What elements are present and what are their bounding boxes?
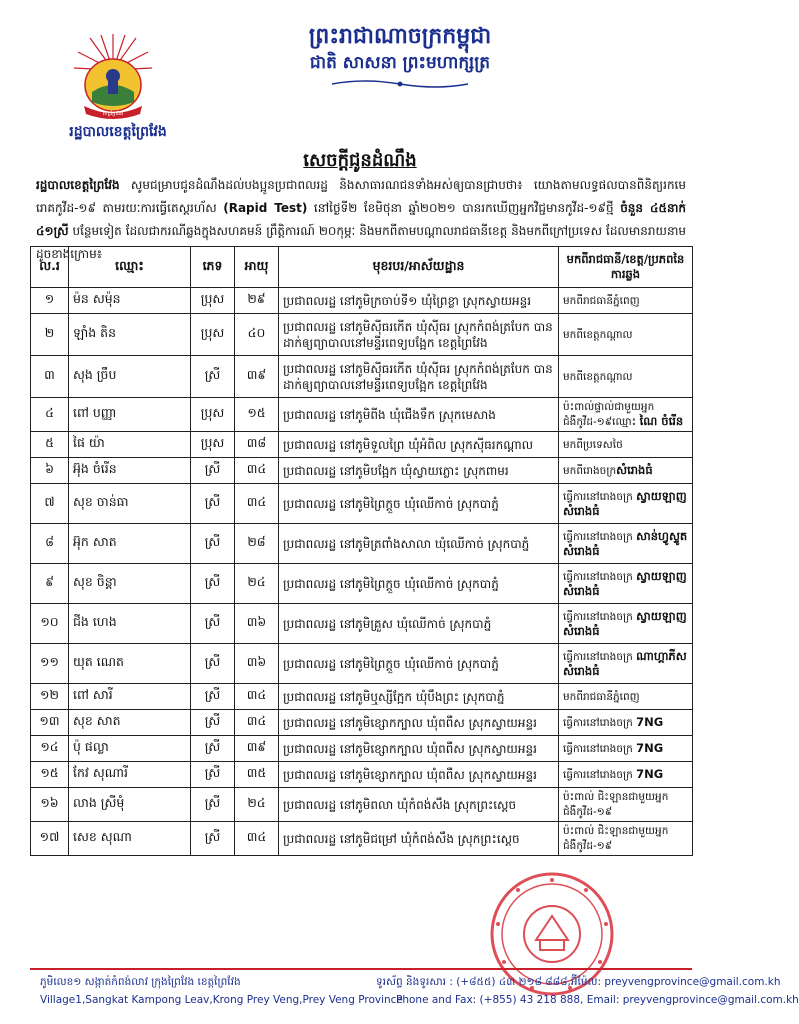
case-source bbox=[559, 458, 693, 484]
case-sex: ប្រុស bbox=[191, 432, 235, 458]
case-name: កែវ សុណារី bbox=[69, 762, 191, 788]
case-age: ៣៨ bbox=[235, 432, 279, 458]
case-source-text: ប៉ះពាល់ផ្ទាល់ជាមួយអ្នកជំងឺកូវីដ-១៩ឈ្មោះ bbox=[563, 401, 655, 428]
case-sex: ស្រី bbox=[191, 458, 235, 484]
case-address: ប្រជាពលរដ្ឋ នៅភូមិព្រៃក្ដួច ឃុំឈើកាច់ ស្រុកបាភ្នំ bbox=[279, 484, 559, 524]
prey-veng-emblem-logo bbox=[70, 30, 156, 120]
case-source-text: មកពីរាជធានីភ្នំពេញ bbox=[563, 691, 640, 703]
case-source-text: មកពីរាជធានីភ្នំពេញ bbox=[563, 295, 640, 307]
case-number: ៩ bbox=[31, 564, 69, 604]
case-name: សុខ ចាន់ធា bbox=[69, 484, 191, 524]
case-age: ៤០ bbox=[235, 314, 279, 356]
table-row bbox=[31, 788, 693, 822]
case-age: ២៤ bbox=[235, 564, 279, 604]
table-row bbox=[31, 564, 693, 604]
case-source-highlight: សំរោងធំ bbox=[616, 463, 653, 477]
intro-text-1: សូមជម្រាបជូនដំណឹងដល់បងប្អូនប្រជាពលរដ្ឋ និងសាធារណជនទាំងអស់ឲ្យបានជ្រាបថា៖ យោងតាមលទ្ធផលបានពិនិត្យរកមេរោគកូវីដ-១៩ តាមរយៈការធ្វើតេស្តរហ័ស bbox=[36, 178, 686, 215]
case-source bbox=[559, 398, 693, 432]
case-number: ៦ bbox=[31, 458, 69, 484]
table-row bbox=[31, 398, 693, 432]
case-name: អ៊ុង ចំរើន bbox=[69, 458, 191, 484]
case-number: ៨ bbox=[31, 524, 69, 564]
footer-contact-en: Phone and Fax: (+855) 43 218 888, Email: preyvengprovince@gmail.com.kh bbox=[396, 994, 799, 1006]
case-name: សុង ច្រឹប bbox=[69, 356, 191, 398]
table-row bbox=[31, 762, 693, 788]
case-age: ៣៩ bbox=[235, 736, 279, 762]
case-source-text: ធ្វើការនៅរោងចក្រ bbox=[563, 650, 637, 663]
case-address: ប្រជាពលរដ្ឋ នៅភូមិព្រៃក្ដួច ឃុំឈើកាច់ ស្រុកបាភ្នំ bbox=[279, 644, 559, 684]
table-row bbox=[31, 432, 693, 458]
case-source bbox=[559, 564, 693, 604]
case-age: ៣៥ bbox=[235, 762, 279, 788]
case-source bbox=[559, 710, 693, 736]
case-address: ប្រជាពលរដ្ឋ នៅភូមិខ្សោកក្បាល ឃុំពពឺស ស្រុកស្វាយអន្ទរ bbox=[279, 762, 559, 788]
case-age: ៣៦ bbox=[235, 644, 279, 684]
case-name: យុត ណេត bbox=[69, 644, 191, 684]
intro-case-count: ចំនួន ៤៥នាក់ ៤១ស្រី bbox=[36, 201, 686, 238]
case-source-text: ធ្វើការនៅរោងចក្រ bbox=[563, 717, 637, 729]
header-name: ឈ្មោះ bbox=[69, 247, 191, 288]
case-source-text: ធ្វើការនៅរោងចក្រ bbox=[563, 743, 637, 755]
case-address: ប្រជាពលរដ្ឋ នៅភូមិក្រចាប់ទី១ ឃុំព្រៃខ្លា ស្រុកស្វាយអន្ទរ bbox=[279, 288, 559, 314]
case-number: ១៥ bbox=[31, 762, 69, 788]
case-source bbox=[559, 684, 693, 710]
footer-contact-km: ទូរស័ព្ទ និងទូរសារ : (+៨៥៥) ៤៣ ២១៨ ៨៨៨,អ៊ីម៉ែល: preyvengprovince@gmail.com.kh bbox=[376, 976, 781, 988]
case-source-text: ធ្វើការនៅរោងចក្រ bbox=[563, 769, 637, 781]
case-address: ប្រជាពលរដ្ឋ នៅភូមិព្រៃក្ដួច ឃុំឈើកាច់ ស្រុកបាភ្នំ bbox=[279, 564, 559, 604]
case-sex: ប្រុស bbox=[191, 288, 235, 314]
case-source bbox=[559, 524, 693, 564]
case-age: ៣៤ bbox=[235, 822, 279, 856]
case-sex: ស្រី bbox=[191, 710, 235, 736]
case-source bbox=[559, 356, 693, 398]
case-name: ជីង ហេង bbox=[69, 604, 191, 644]
case-source bbox=[559, 288, 693, 314]
footer-address-km: ភូមិលេខ១ សង្កាត់កំពង់លាវ ក្រុងព្រៃវែង ខេត្តព្រៃវែង bbox=[40, 976, 241, 988]
case-name: ពៅ បញ្ញា bbox=[69, 398, 191, 432]
case-source bbox=[559, 432, 693, 458]
case-age: ៣៦ bbox=[235, 604, 279, 644]
case-name: ផៃ យ៉ា bbox=[69, 432, 191, 458]
case-sex: ស្រី bbox=[191, 684, 235, 710]
case-source-text: មកពីខេត្តកណ្ដាល bbox=[563, 329, 633, 341]
table-row bbox=[31, 684, 693, 710]
case-number: ៣ bbox=[31, 356, 69, 398]
case-number: ១ bbox=[31, 288, 69, 314]
case-sex: ស្រី bbox=[191, 484, 235, 524]
case-address: ប្រជាពលរដ្ឋ នៅភូមិពលា ឃុំកំពង់សឹង ស្រុកព្រះស្ដេច bbox=[279, 788, 559, 822]
case-source bbox=[559, 788, 693, 822]
case-name: សេខ សុណា bbox=[69, 822, 191, 856]
case-address: ប្រជាពលរដ្ឋ នៅភូមិទួលព្រៃ ឃុំអំពិល ស្រុកស៊ីធរកណ្ដាល bbox=[279, 432, 559, 458]
table-row bbox=[31, 644, 693, 684]
table-row bbox=[31, 484, 693, 524]
intro-text-3: បន្ថែមទៀត ដែលជាករណីឆ្លងក្នុងសហគមន៍ ព្រឹត្តិការណ៍ ២០កុម្ភៈ និងមកពីតាមបណ្ដាលរាជធានីខេត្ត និងមកពីក្រៅប្រទេស ដែលមានរាយនាមដូចខាងក្រោម៖ bbox=[36, 224, 686, 261]
case-number: ១២ bbox=[31, 684, 69, 710]
national-motto: ជាតិ សាសនា ព្រះមហាក្សត្រ bbox=[309, 53, 491, 73]
case-age: ៣៤ bbox=[235, 484, 279, 524]
case-address: ប្រជាពលរដ្ឋ នៅភូមិស៊ីធរកើត ឃុំស៊ីធរ ស្រុកកំពង់ត្របែក បានដាក់ឲ្យព្យាបាលនៅមន្ទីរពេទ្យបង្អែក ខេត្តព្រៃវែង bbox=[279, 356, 559, 398]
case-source-highlight: ណៃ ចំរើន bbox=[639, 414, 684, 428]
case-source-highlight: ស្វាយឡាញ សំរោងធំ bbox=[563, 488, 687, 518]
case-name: អ៊ុក សាត bbox=[69, 524, 191, 564]
case-source-text: មកពីប្រទេសថៃ bbox=[563, 439, 623, 451]
case-name: ប៉ុ ផល្លា bbox=[69, 736, 191, 762]
case-age: ៣៩ bbox=[235, 356, 279, 398]
intro-text-2: នៅថ្ងៃទី២ ខែមិថុនា ឆ្នាំ២០២១ បានរកឃើញអ្នកវិជ្ជមានកូវីដ-១៩ថ្មី bbox=[307, 201, 621, 215]
case-address: ប្រជាពលរដ្ឋ នៅភូមិត្រពាំងសាលា ឃុំឈើកាច់ ស្រុកបាភ្នំ bbox=[279, 524, 559, 564]
case-address: ប្រជាពលរដ្ឋ នៅភូមិពីង ឃុំជើងទឹក ស្រុកមេសាង bbox=[279, 398, 559, 432]
header-source: មកពីរាជធានី/ខេត្ត/ប្រភពនៃការឆ្លង bbox=[559, 247, 693, 288]
case-age: ១៥ bbox=[235, 398, 279, 432]
table-row bbox=[31, 288, 693, 314]
case-sex: ស្រី bbox=[191, 788, 235, 822]
case-age: ៣៤ bbox=[235, 458, 279, 484]
case-address: ប្រជាពលរដ្ឋ នៅភូមិស៊ីធរកើត ឃុំស៊ីធរ ស្រុកកំពង់ត្របែក បានដាក់ឲ្យព្យាបាលនៅមន្ទីរពេទ្យបង្អែក ខេត្តព្រៃវែង bbox=[279, 314, 559, 356]
case-number: ១៦ bbox=[31, 788, 69, 822]
case-source-text: មកពីរោងចក្រ bbox=[563, 465, 617, 477]
table-row bbox=[31, 458, 693, 484]
header-no: ល.រ bbox=[31, 247, 69, 288]
case-number: ១៧ bbox=[31, 822, 69, 856]
case-name: ម៉ន សម៉ុន bbox=[69, 288, 191, 314]
header-age: អាយុ bbox=[235, 247, 279, 288]
case-address: ប្រជាពលរដ្ឋ នៅភូមិខ្សោកក្បាល ឃុំពពឺស ស្រុកស្វាយអន្ទរ bbox=[279, 710, 559, 736]
case-source bbox=[559, 644, 693, 684]
case-number: ២ bbox=[31, 314, 69, 356]
case-address: ប្រជាពលរដ្ឋ នៅភូមិខ្សោកក្បាល ឃុំពពឺស ស្រុកស្វាយអន្ទរ bbox=[279, 736, 559, 762]
case-sex: ប្រុស bbox=[191, 398, 235, 432]
case-sex: ស្រី bbox=[191, 356, 235, 398]
header-address: មុខរបរ/អាស័យដ្ឋាន bbox=[279, 247, 559, 288]
table-row bbox=[31, 710, 693, 736]
case-name: ឡាំង តិន bbox=[69, 314, 191, 356]
case-sex: ស្រី bbox=[191, 644, 235, 684]
case-sex: ស្រី bbox=[191, 762, 235, 788]
case-sex: ស្រី bbox=[191, 736, 235, 762]
case-source-text: ធ្វើការនៅរោងចក្រ bbox=[563, 490, 637, 503]
case-number: ១០ bbox=[31, 604, 69, 644]
intro-rapid-test: (Rapid Test) bbox=[223, 201, 308, 215]
case-source-highlight: ស្វាយឡាញ សំរោងធំ bbox=[563, 608, 687, 638]
case-age: ២៨ bbox=[235, 524, 279, 564]
case-source bbox=[559, 736, 693, 762]
table-row bbox=[31, 822, 693, 856]
case-source-text: ប៉ះពាល់ ជិះឡានជាមួយអ្នកជំងឺកូវីដ-១៩ bbox=[563, 791, 669, 818]
case-sex: ស្រី bbox=[191, 604, 235, 644]
case-source-highlight: 7NG bbox=[636, 741, 664, 755]
case-number: ៤ bbox=[31, 398, 69, 432]
case-source-text: ធ្វើការនៅរោងចក្រ bbox=[563, 570, 637, 583]
case-source-text: មកពីខេត្តកណ្ដាល bbox=[563, 371, 633, 383]
case-age: ៣៤ bbox=[235, 710, 279, 736]
emblem-ribbon-text: ខេត្តព្រៃវែង bbox=[102, 111, 124, 117]
case-source bbox=[559, 822, 693, 856]
case-name: ពៅ សារី bbox=[69, 684, 191, 710]
case-number: ១៣ bbox=[31, 710, 69, 736]
case-source-text: ធ្វើការនៅរោងចក្រ bbox=[563, 610, 637, 623]
case-number: ៥ bbox=[31, 432, 69, 458]
case-number: ៧ bbox=[31, 484, 69, 524]
case-source-highlight: ណាហ្គាភីស សំរោងធំ bbox=[563, 648, 687, 678]
case-source bbox=[559, 314, 693, 356]
case-source-highlight: 7NG bbox=[636, 767, 664, 781]
kingdom-heading: ព្រះរាជាណាចក្រកម្ពុជា bbox=[308, 23, 492, 49]
case-source-highlight: សាន់ហ្វូស្ទូត សំរោងធំ bbox=[563, 528, 688, 558]
footer-divider bbox=[30, 968, 692, 970]
case-name: លាង ស្រីមុំ bbox=[69, 788, 191, 822]
case-source-highlight: ស្វាយឡាញ សំរោងធំ bbox=[563, 568, 687, 598]
case-source bbox=[559, 604, 693, 644]
case-sex: ប្រុស bbox=[191, 314, 235, 356]
case-sex: ស្រី bbox=[191, 822, 235, 856]
case-source-text: ប៉ះពាល់ ជិះឡានជាមួយអ្នកជំងឺកូវីដ-១៩ bbox=[563, 825, 669, 852]
case-sex: ស្រី bbox=[191, 524, 235, 564]
table-row bbox=[31, 356, 693, 398]
organization-name: រដ្ឋបាលខេត្តព្រៃវែង bbox=[69, 124, 167, 140]
case-name: សុខ ចិន្ដា bbox=[69, 564, 191, 604]
case-sex: ស្រី bbox=[191, 564, 235, 604]
cases-table bbox=[30, 246, 693, 856]
motto-ornament-icon bbox=[328, 78, 472, 90]
footer-address-en: Village1,Sangkat Kampong Leav,Krong Prey Veng,Prey Veng Province bbox=[40, 994, 403, 1006]
case-source-text: ធ្វើការនៅរោងចក្រ bbox=[563, 530, 637, 543]
case-address: ប្រជាពលរដ្ឋ នៅភូមិឬស្សីក្អែក ឃុំបឹងព្រះ ស្រុកបាភ្នំ bbox=[279, 684, 559, 710]
case-age: ៣៤ bbox=[235, 684, 279, 710]
case-source-highlight: 7NG bbox=[636, 715, 664, 729]
intro-lead: រដ្ឋបាលខេត្តព្រៃវែង bbox=[36, 178, 120, 192]
table-row bbox=[31, 314, 693, 356]
case-address: ប្រជាពលរដ្ឋ នៅភូមិគ្រួស ឃុំឈើកាច់ ស្រុកបាភ្នំ bbox=[279, 604, 559, 644]
case-number: ១១ bbox=[31, 644, 69, 684]
table-row bbox=[31, 604, 693, 644]
case-address: ប្រជាពលរដ្ឋ នៅភូមិជម្រៅ ឃុំកំពង់សឹង ស្រុកព្រះស្ដេច bbox=[279, 822, 559, 856]
case-address: ប្រជាពលរដ្ឋ នៅភូមិបង្អែក ឃុំស្វាយភ្លោះ ស្រុកពាមរ bbox=[279, 458, 559, 484]
document-title: សេចក្ដីជូនដំណឹង bbox=[303, 150, 417, 171]
case-age: ២៤ bbox=[235, 788, 279, 822]
table-row bbox=[31, 736, 693, 762]
case-age: ២៩ bbox=[235, 288, 279, 314]
case-source bbox=[559, 762, 693, 788]
table-row bbox=[31, 524, 693, 564]
case-name: សុខ សាត bbox=[69, 710, 191, 736]
header-sex: ភេទ bbox=[191, 247, 235, 288]
case-source bbox=[559, 484, 693, 524]
table-header-row bbox=[31, 247, 693, 288]
case-number: ១៤ bbox=[31, 736, 69, 762]
